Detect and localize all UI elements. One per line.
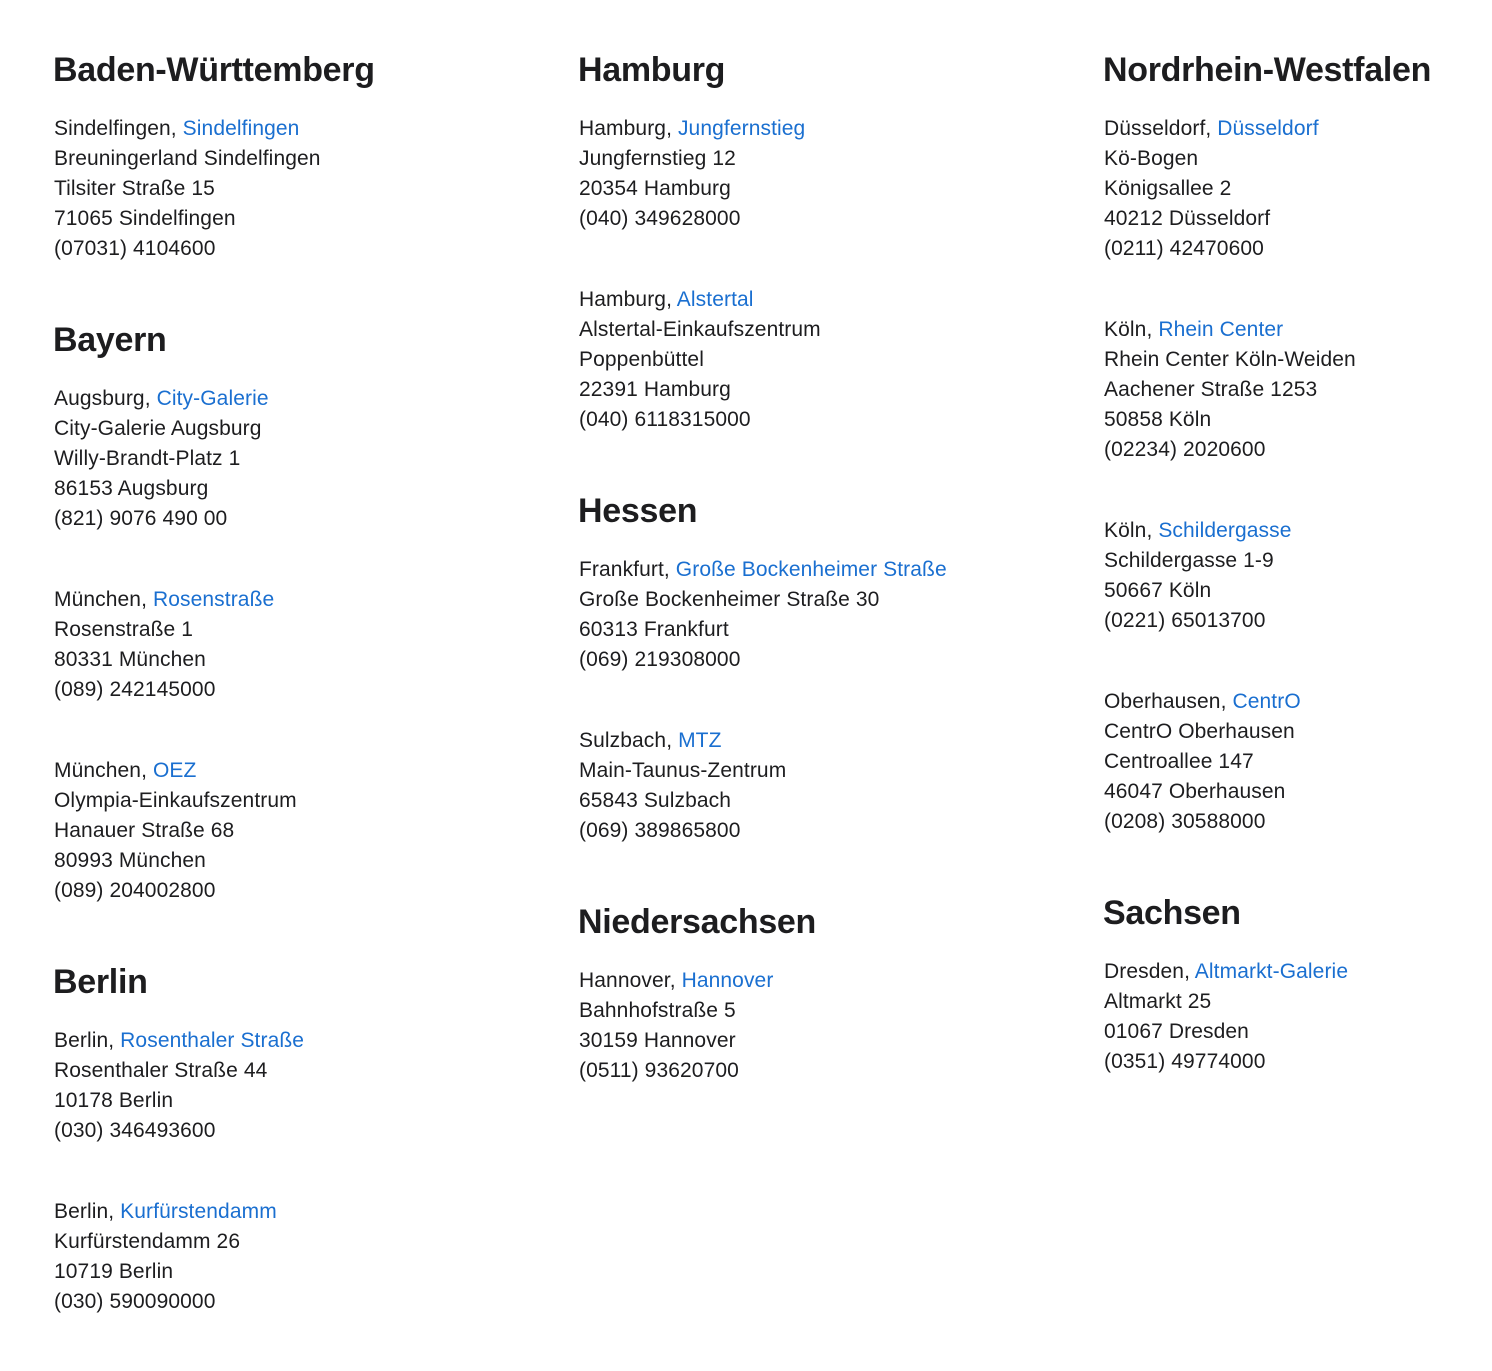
- store-postal-city: 22391 Hamburg: [579, 378, 731, 401]
- separator: ,: [1146, 318, 1159, 341]
- store-address-line: Altmarkt 25: [1104, 990, 1212, 1013]
- store-phone: (030) 346493600: [54, 1119, 216, 1142]
- region-heading: Niedersachsen: [578, 903, 817, 941]
- store-link-jungfernstieg[interactable]: Jungfernstieg: [677, 117, 806, 140]
- store-entry: [54, 756, 524, 906]
- store-address-line: Main-Taunus-Zentrum: [579, 759, 787, 782]
- store-entry: [1104, 687, 1492, 837]
- store-title-line: [579, 114, 1049, 144]
- store-address-line: Aachener Straße 1253: [1104, 378, 1318, 401]
- separator: ,: [663, 558, 676, 581]
- store-title-line: [1104, 114, 1492, 144]
- separator: ,: [141, 759, 153, 782]
- store-title-line: [54, 1026, 524, 1056]
- store-city: Berlin: [54, 1200, 109, 1223]
- store-postal-city: 86153 Augsburg: [54, 477, 209, 500]
- separator: ,: [1205, 117, 1218, 140]
- store-phone: (0208) 30588000: [1104, 810, 1266, 833]
- separator: ,: [1184, 960, 1195, 983]
- store-entry: [1104, 315, 1492, 465]
- store-entry: [579, 726, 1049, 846]
- store-link-city-galerie[interactable]: City-Galerie: [156, 387, 269, 410]
- region-heading: Hessen: [578, 492, 698, 530]
- separator: ,: [108, 1029, 121, 1052]
- separator: ,: [666, 288, 677, 311]
- store-link-rosenstrasse[interactable]: Rosenstraße: [152, 588, 275, 611]
- separator: ,: [1220, 690, 1233, 713]
- store-address-line: Rosenstraße 1: [54, 618, 194, 641]
- store-link-oez[interactable]: OEZ: [152, 759, 197, 782]
- store-entry: [54, 585, 524, 705]
- store-entry: [1104, 957, 1492, 1077]
- store-city: Hamburg: [579, 117, 667, 140]
- store-title-line: [579, 555, 1049, 585]
- store-phone: (040) 6118315000: [579, 408, 751, 431]
- region-heading: Hamburg: [578, 51, 726, 89]
- separator: ,: [108, 1200, 121, 1223]
- store-city: Oberhausen: [1104, 690, 1221, 713]
- store-entry: [54, 1026, 524, 1146]
- region-heading: Berlin: [53, 963, 148, 1001]
- store-city: Köln: [1104, 318, 1147, 341]
- region-heading: Baden-Württemberg: [53, 51, 375, 89]
- column-1: [54, 48, 524, 1371]
- region-heading: Bayern: [53, 321, 167, 359]
- store-address-line: Rosenthaler Straße 44: [54, 1059, 268, 1082]
- store-phone: (089) 242145000: [54, 678, 216, 701]
- store-postal-city: 65843 Sulzbach: [579, 789, 732, 812]
- store-postal-city: 10178 Berlin: [54, 1089, 174, 1112]
- store-address-line: Willy-Brandt-Platz 1: [54, 447, 241, 470]
- store-address-line: City-Galerie Augsburg: [54, 417, 262, 440]
- store-city: München: [54, 759, 142, 782]
- store-phone: (069) 389865800: [579, 819, 741, 842]
- store-city: Sulzbach: [579, 729, 667, 752]
- store-city: Hannover: [579, 969, 670, 992]
- store-entry: [579, 114, 1049, 234]
- separator: ,: [666, 117, 678, 140]
- store-postal-city: 50858 Köln: [1104, 408, 1212, 431]
- store-postal-city: 01067 Dresden: [1104, 1020, 1249, 1043]
- store-postal-city: 80993 München: [54, 849, 206, 872]
- store-address-line: Große Bockenheimer Straße 30: [579, 588, 880, 611]
- region-hamburg: [579, 48, 1049, 435]
- store-city: Hamburg: [579, 288, 667, 311]
- store-city: Dresden: [1104, 960, 1185, 983]
- region-nordrhein-westfalen: [1104, 48, 1492, 837]
- store-link-hannover[interactable]: Hannover: [681, 969, 774, 992]
- region-berlin: [54, 960, 524, 1317]
- store-title-line: [1104, 516, 1492, 546]
- region-niedersachsen: [579, 900, 1049, 1086]
- store-phone: (0511) 93620700: [579, 1059, 739, 1082]
- store-postal-city: 71065 Sindelfingen: [54, 207, 236, 230]
- store-title-line: [579, 966, 1049, 996]
- region-bayern: [54, 318, 524, 906]
- store-address-line: Bahnhofstraße 5: [579, 999, 736, 1022]
- store-city: Köln: [1104, 519, 1147, 542]
- store-title-line: [579, 285, 1049, 315]
- store-address-line: Breuningerland Sindelfingen: [54, 147, 321, 170]
- store-address-line: Kurfürstendamm 26: [54, 1230, 241, 1253]
- store-entry: [1104, 516, 1492, 636]
- store-phone: (089) 204002800: [54, 879, 216, 902]
- separator: ,: [144, 387, 157, 410]
- separator: ,: [666, 729, 679, 752]
- store-address-line: Kö-Bogen: [1104, 147, 1199, 170]
- store-title-line: [54, 585, 524, 615]
- store-phone: (040) 349628000: [579, 207, 741, 230]
- separator: ,: [170, 117, 183, 140]
- store-city: Sindelfingen: [54, 117, 171, 140]
- store-entry: [1104, 114, 1492, 264]
- store-title-line: [1104, 957, 1492, 987]
- store-link-rosenthaler-strasse[interactable]: Rosenthaler Straße: [120, 1029, 305, 1052]
- store-entry: [579, 555, 1049, 675]
- separator: ,: [141, 588, 153, 611]
- store-address-line: Jungfernstieg 12: [579, 147, 736, 170]
- store-postal-city: 50667 Köln: [1104, 579, 1212, 602]
- column-2: [579, 48, 1049, 1140]
- store-address-line: Alstertal-Einkaufszentrum: [579, 318, 821, 341]
- store-link-sindelfingen[interactable]: Sindelfingen: [182, 117, 300, 140]
- store-city: Berlin: [54, 1029, 109, 1052]
- store-link-alstertal[interactable]: Alstertal: [676, 288, 754, 311]
- store-address-line: Rhein Center Köln-Weiden: [1104, 348, 1356, 371]
- store-link-altmarkt-galerie[interactable]: Altmarkt-Galerie: [1194, 960, 1349, 983]
- store-address-line: Tilsiter Straße 15: [54, 177, 215, 200]
- store-phone: (02234) 2020600: [1104, 438, 1266, 461]
- store-title-line: [54, 384, 524, 414]
- store-title-line: [1104, 315, 1492, 345]
- store-address-line: Poppenbüttel: [579, 348, 704, 371]
- region-baden-wuerttemberg: [54, 48, 524, 264]
- store-entry: [54, 114, 524, 264]
- store-address-line: Olympia-Einkaufszentrum: [54, 789, 297, 812]
- region-heading: Nordrhein-Westfalen: [1103, 51, 1432, 89]
- store-city: Frankfurt: [579, 558, 664, 581]
- store-address-line: CentrO Oberhausen: [1104, 720, 1295, 743]
- store-title-line: [579, 726, 1049, 756]
- store-link-mtz[interactable]: MTZ: [678, 729, 722, 752]
- column-3: [1104, 48, 1492, 1131]
- store-phone: (0211) 42470600: [1104, 237, 1264, 260]
- store-address-line: Hanauer Straße 68: [54, 819, 235, 842]
- region-sachsen: [1104, 891, 1492, 1077]
- store-phone: (0351) 49774000: [1104, 1050, 1266, 1073]
- store-title-line: [54, 756, 524, 786]
- store-link-rhein-center[interactable]: Rhein Center: [1158, 318, 1284, 341]
- store-link-grosse-bockenheimer-strasse[interactable]: Große Bockenheimer Straße: [675, 558, 947, 581]
- store-phone: (821) 9076 490 00: [54, 507, 228, 530]
- store-link-kurfuerstendamm[interactable]: Kurfürstendamm: [120, 1200, 277, 1223]
- store-entry: [579, 966, 1049, 1086]
- store-title-line: [54, 114, 524, 144]
- store-postal-city: 80331 München: [54, 648, 206, 671]
- region-hessen: [579, 489, 1049, 846]
- store-postal-city: 46047 Oberhausen: [1104, 780, 1286, 803]
- store-phone: (030) 590090000: [54, 1290, 216, 1313]
- store-phone: (0221) 65013700: [1104, 609, 1266, 632]
- store-link-schildergasse[interactable]: Schildergasse: [1158, 519, 1292, 542]
- region-heading: Sachsen: [1103, 894, 1241, 932]
- store-link-duesseldorf[interactable]: Düsseldorf: [1217, 117, 1319, 140]
- store-entry: [54, 1197, 524, 1317]
- store-address-line: Centroallee 147: [1104, 750, 1254, 773]
- store-postal-city: 40212 Düsseldorf: [1104, 207, 1271, 230]
- store-phone: (069) 219308000: [579, 648, 741, 671]
- store-link-centro[interactable]: CentrO: [1232, 690, 1301, 713]
- store-city: Augsburg: [54, 387, 145, 410]
- store-address-line: Königsallee 2: [1104, 177, 1232, 200]
- store-address-line: Schildergasse 1-9: [1104, 549, 1274, 572]
- store-entry: [579, 285, 1049, 435]
- store-city: Düsseldorf: [1104, 117, 1206, 140]
- store-postal-city: 10719 Berlin: [54, 1260, 174, 1283]
- store-title-line: [54, 1197, 524, 1227]
- separator: ,: [669, 969, 682, 992]
- store-phone: (07031) 4104600: [54, 237, 216, 260]
- store-postal-city: 30159 Hannover: [579, 1029, 736, 1052]
- store-title-line: [1104, 687, 1492, 717]
- store-postal-city: 60313 Frankfurt: [579, 618, 729, 641]
- store-city: München: [54, 588, 142, 611]
- store-entry: [54, 384, 524, 534]
- store-postal-city: 20354 Hamburg: [579, 177, 731, 200]
- separator: ,: [1146, 519, 1159, 542]
